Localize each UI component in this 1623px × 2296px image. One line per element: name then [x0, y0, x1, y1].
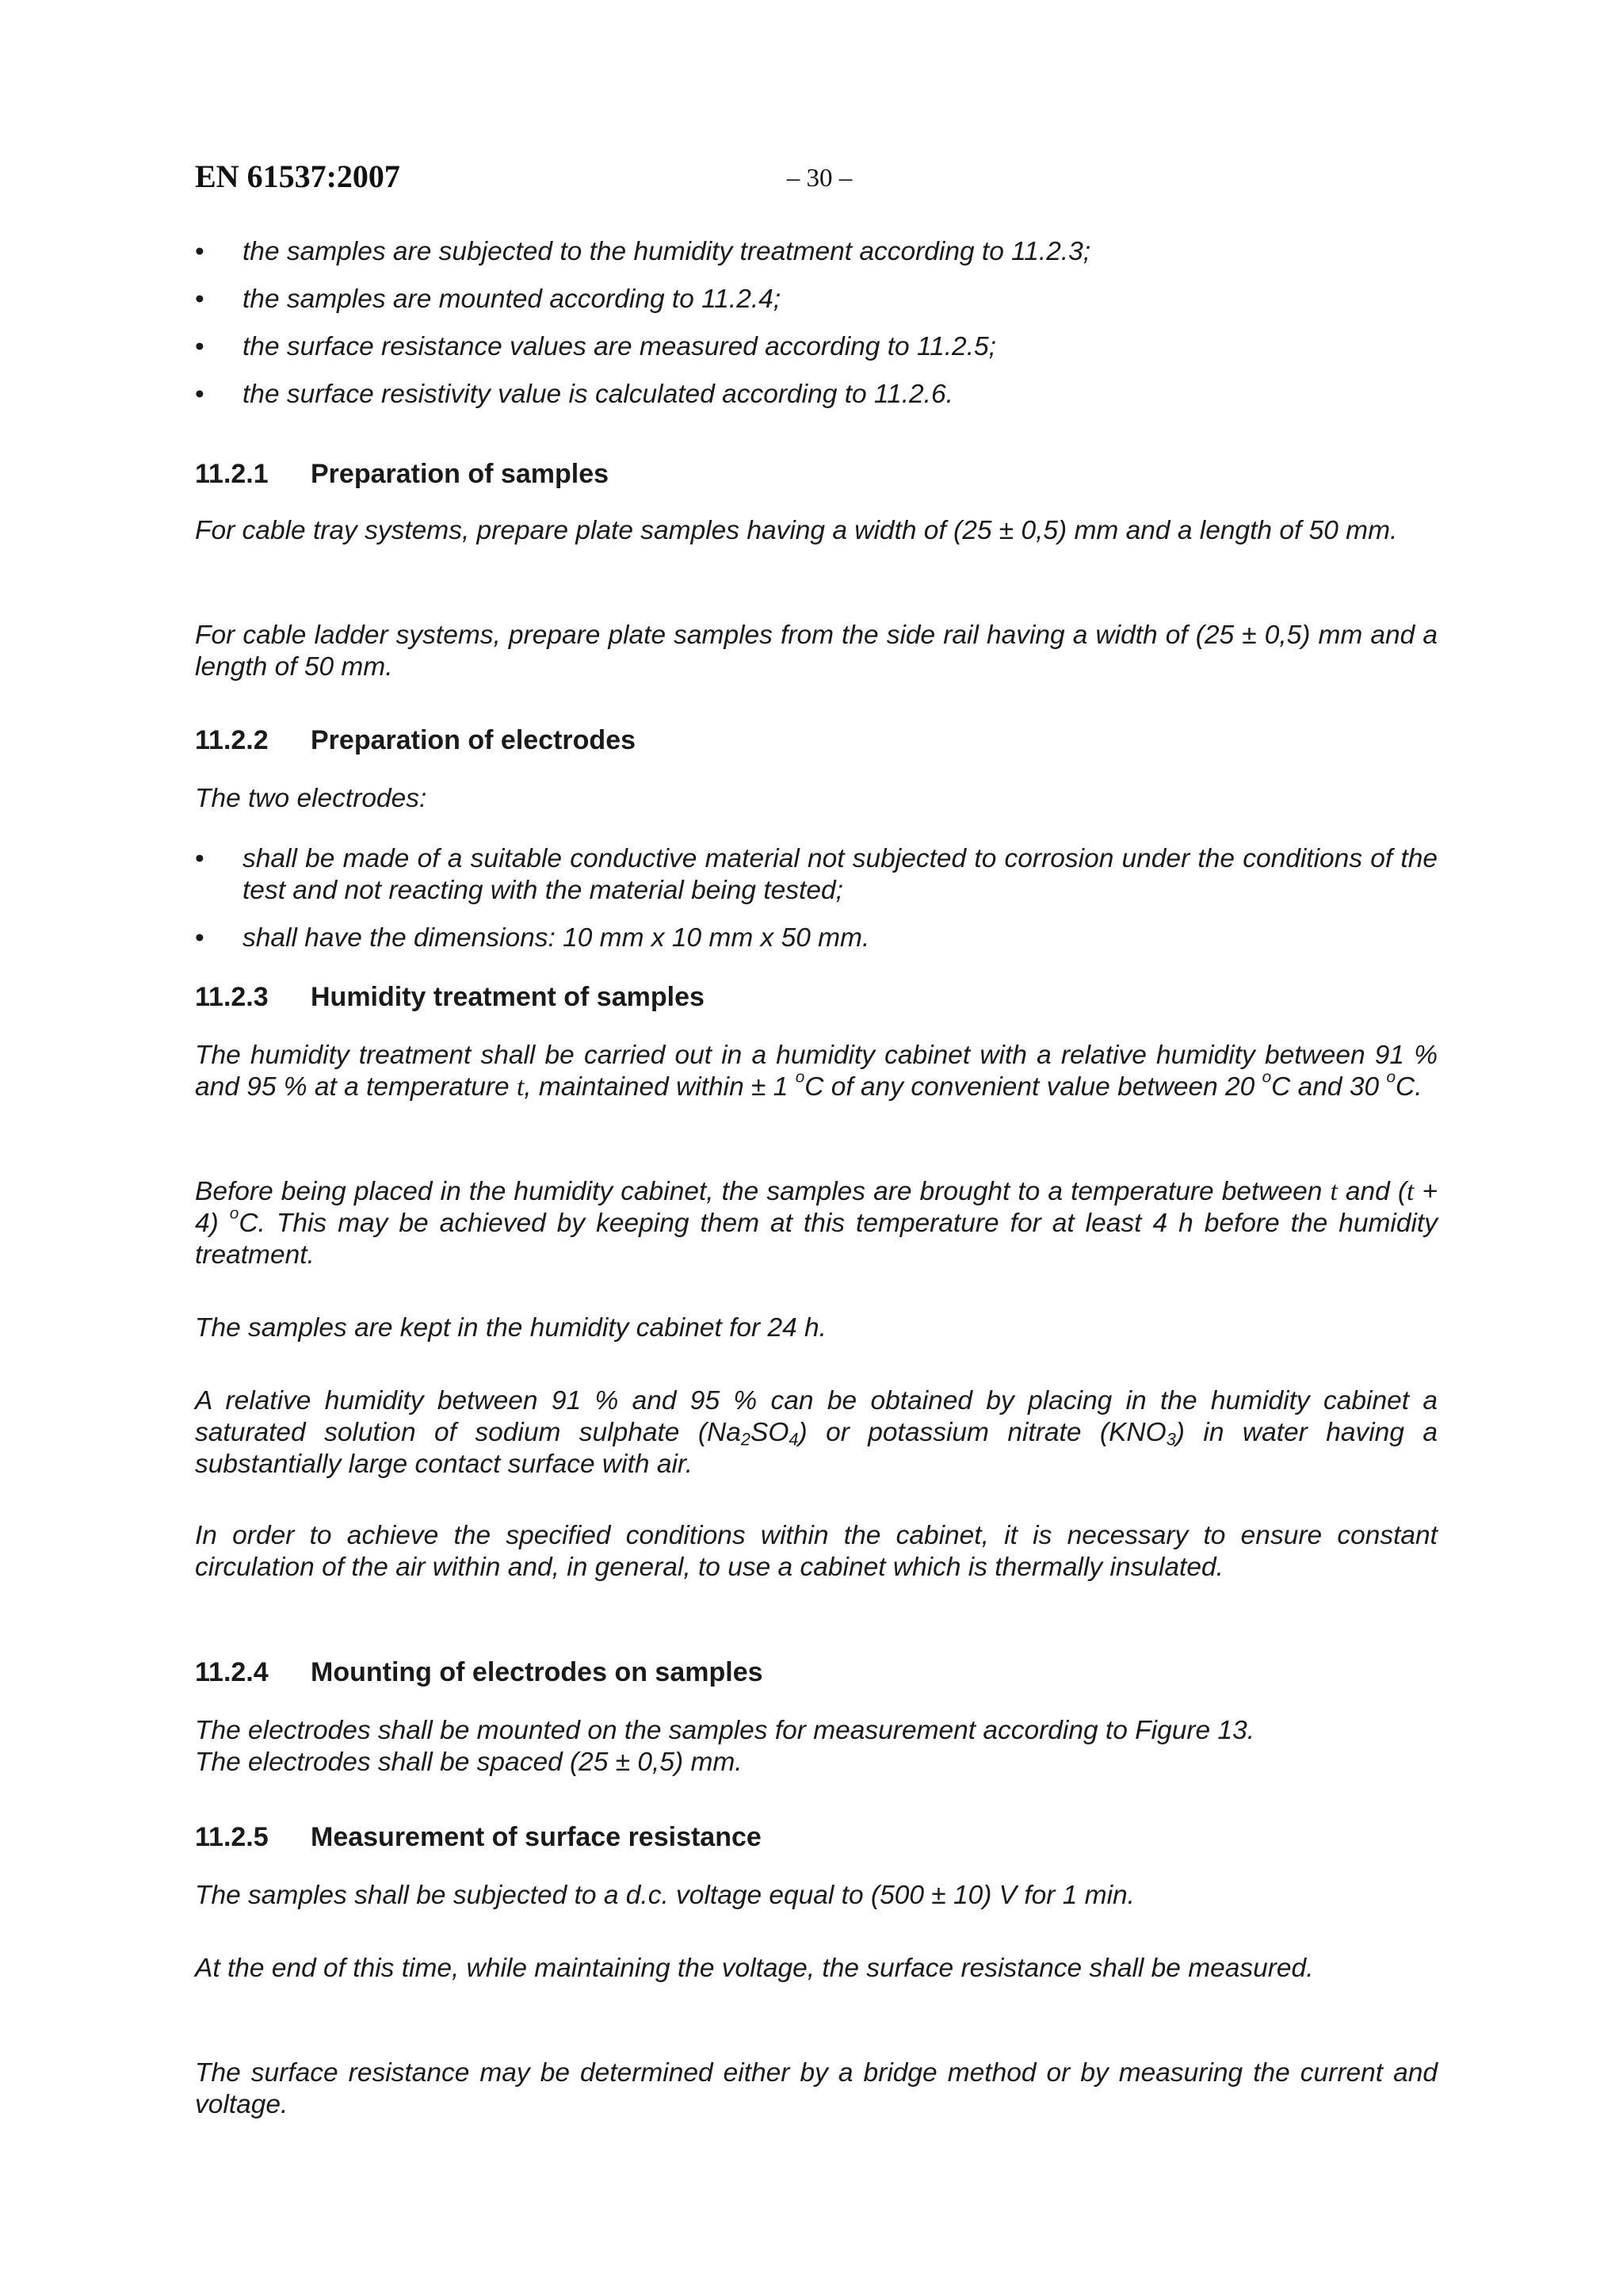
list-item-text: the surface resistance values are measured according to 11.2.5;: [242, 332, 996, 361]
list-item: [195, 379, 1438, 411]
section-heading-11-2-1: [195, 457, 609, 491]
paragraph: For cable tray systems, prepare plate samples having a width of (25 ± 0,5) mm and a length of 50 mm.: [195, 516, 1398, 545]
bullet-icon: •: [195, 237, 204, 266]
section-number: 11.2.4: [195, 1657, 269, 1687]
section-heading-11-2-3: [195, 980, 705, 1014]
paragraph: Before being placed in the humidity cabinet, the samples are brought to a temperature between t and (t + 4) $^o$C. This may be achieved by keeping them at this temperature for at least 4 h before the humidity treatment.: [195, 1177, 1438, 1270]
paragraph: A relative humidity between 91 % and 95 % can be obtained by placing in the humidity cabinet a saturated solution of sodium sulphate $(Na_2SO_4)$ or potassium nitrate $(KNO_3)$ in water having a substantially large contact surface with air.: [195, 1386, 1438, 1479]
section-title: Humidity treatment of samples: [311, 982, 705, 1012]
paragraph: The electrodes shall be mounted on the samples for measurement according to Figure 13. The electrodes shall be spaced (25 ± 0,5) mm.: [195, 1716, 1255, 1777]
section-number: 11.2.1: [195, 459, 269, 489]
list-item: [195, 236, 1438, 268]
section-heading-11-2-2: [195, 723, 636, 758]
section-heading-11-2-5: [195, 1820, 762, 1855]
section-heading-11-2-4: [195, 1655, 763, 1690]
page-number: – 30 –: [786, 164, 853, 193]
section-title: Measurement of surface resistance: [311, 1822, 762, 1852]
list-item-text: the samples are mounted according to 11.2.4;: [242, 285, 781, 314]
section-number: 11.2.3: [195, 982, 269, 1012]
list-item-text: the surface resistivity value is calculated according to 11.2.6.: [242, 380, 953, 409]
paragraph: For cable ladder systems, prepare plate samples from the side rail having a width of (25 ± 0,5) mm and a length of 50 mm.: [195, 621, 1438, 682]
list-item-text: shall be made of a suitable conductive material not subjected to corrosion under the conditions of the test and not reacting with the material being tested;: [242, 844, 1438, 905]
document-id: EN 61537:2007: [195, 159, 400, 194]
bullet-icon: •: [195, 844, 204, 873]
section-title: Mounting of electrodes on samples: [311, 1657, 763, 1687]
bullet-icon: •: [195, 380, 204, 409]
bullet-icon: •: [195, 923, 204, 953]
list-item-text: the samples are subjected to the humidity treatment according to 11.2.3;: [242, 237, 1091, 266]
section-title: Preparation of samples: [311, 459, 609, 489]
list-item: [195, 284, 1438, 315]
bullet-icon: •: [195, 285, 204, 314]
bullet-icon: •: [195, 332, 204, 361]
paragraph: The samples shall be subjected to a d.c. voltage equal to (500 ± 10) V for 1 min.: [195, 1881, 1135, 1910]
paragraph: At the end of this time, while maintaining the voltage, the surface resistance shall be measured.: [195, 1954, 1314, 1983]
section-title: Preparation of electrodes: [311, 725, 636, 755]
paragraph: The surface resistance may be determined either by a bridge method or by measuring the current and voltage.: [195, 2058, 1438, 2119]
list-item: [195, 843, 1438, 907]
section-number: 11.2.2: [195, 725, 269, 755]
paragraph: The samples are kept in the humidity cabinet for 24 h.: [195, 1313, 827, 1343]
list-item-text: shall have the dimensions: 10 mm x 10 mm x 50 mm.: [242, 923, 870, 953]
paragraph: The humidity treatment shall be carried out in a humidity cabinet with a relative humidity between 91 % and 95 % at a temperature t, maintained within ± 1 $^o$C of any convenient value between 20 $^o$C and 30 $^o$C.: [195, 1041, 1438, 1102]
list-item: [195, 923, 1438, 954]
list-item: [195, 331, 1438, 363]
section-number: 11.2.5: [195, 1822, 269, 1852]
paragraph: The two electrodes:: [195, 784, 427, 813]
paragraph: In order to achieve the specified conditions within the cabinet, it is necessary to ensure constant circulation of the air within and, in general, to use a cabinet which is thermally insulated.: [195, 1521, 1438, 1582]
